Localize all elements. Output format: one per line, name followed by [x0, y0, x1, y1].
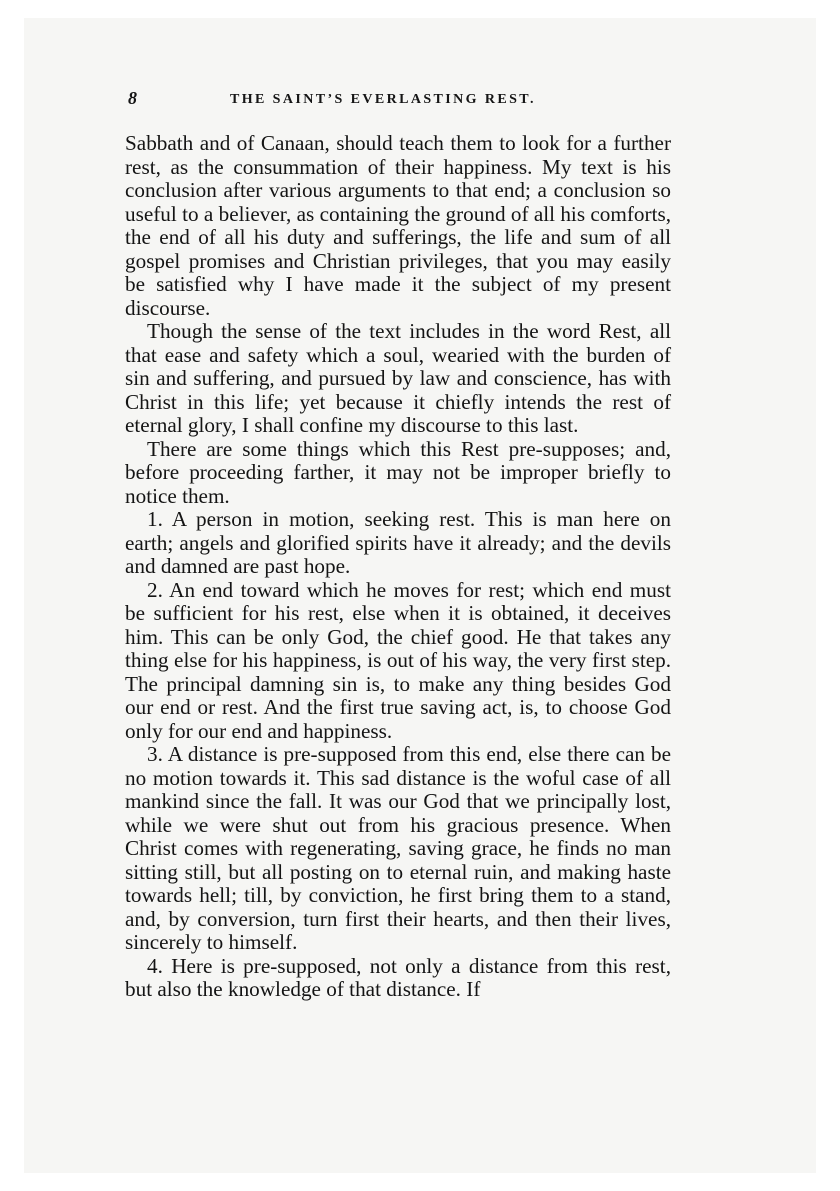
- paragraph-continuation: Sabbath and of Canaan, should teach them to look for a further rest, as the consummation of their happiness. My text is his conclusion after various arguments to that end; a conclusion so useful to a believer, as containing the ground of all his comforts, the end of all his duty and sufferings, the life and sum of all gospel promises and Christian privileges, that you may easily be satisfied why I have made it the subject of my present discourse.: [125, 131, 671, 320]
- page-header: [128, 88, 672, 114]
- paragraph-presuppositions: There are some things which this Rest pre-supposes; and, before proceeding farther, it may not be improper briefly to notice them.: [125, 436, 671, 508]
- paragraph-sense-of-rest: Though the sense of the text includes in the word Rest, all that ease and safety which a soul, wearied with the burden of sin and suffering, and pursued by law and conscience, has with Christ in this life; yet because it chiefly intends the rest of eternal glory, I shall confine my discourse to this last.: [125, 319, 671, 437]
- paragraph-point-1: 1. A person in motion, seeking rest. This is man here on earth; angels and glorified spirits have it already; and the devils and damned are past hope.: [125, 507, 671, 578]
- page-number: 8: [128, 88, 137, 108]
- paragraph-point-2: 2. An end toward which he moves for rest; which end must be sufficient for his rest, else when it is obtained, it deceives him. This can be only God, the chief good. He that takes any thing else for his happiness, is out of his way, the very first step. The principal damning sin is, to make any thing besides God our end or rest. And the first true saving act, is, to choose God only for our end and happiness.: [125, 577, 671, 743]
- paragraph-point-3: 3. A distance is pre-supposed from this end, else there can be no motion towards it. This sad distance is the woful case of all mankind since the fall. It was our God that we principally lost, while we were shut out from his gracious presence. When Christ comes with regenerating, saving grace, he finds no man sitting still, but all posting on to eternal ruin, and making haste towards hell; till, by conviction, he first bring them to a stand, and, by conversion, turn first their hearts, and then their lives, sincerely to himself.: [125, 742, 671, 954]
- running-title: THE SAINT’S EVERLASTING REST.: [230, 92, 536, 107]
- body-text: [125, 132, 671, 1002]
- paragraph-point-4: 4. Here is pre-supposed, not only a distance from this rest, but also the knowledge of that distance. If: [125, 953, 671, 1001]
